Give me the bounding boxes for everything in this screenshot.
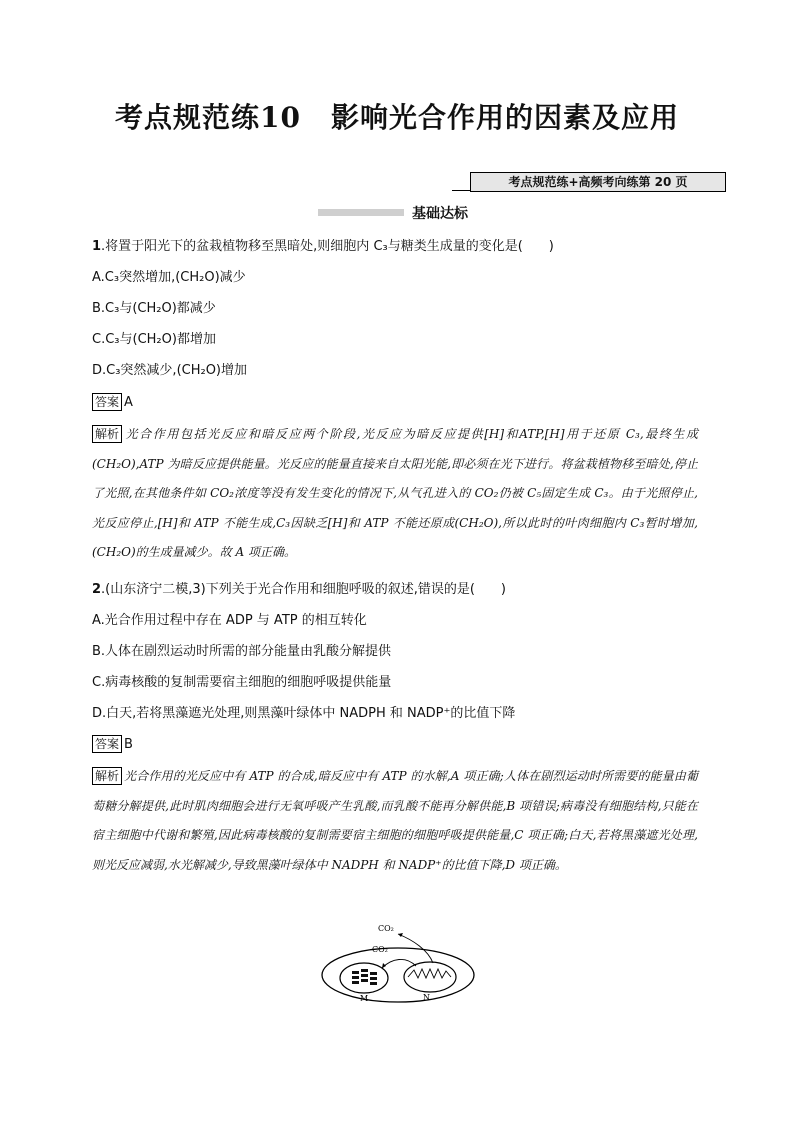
question-1-option-d: D.C₃突然减少,(CH₂O)增加 xyxy=(92,363,248,378)
title-part1: 考点规范练10 xyxy=(115,101,301,134)
page-reference-box: 考点规范练+高频考向练第 20 页 xyxy=(470,172,726,192)
analysis-text: 光合作用的光反应中有 ATP 的合成,暗反应中有 ATP 的水解,A 项正确;人体在剧烈运动时所需要的能量由葡萄糖分解提供,此时肌肉细胞会进行无氧呼吸产生乳酸,而乳酸不能再分解供能,B 项错误;病毒没有细胞结构,只能在宿主细胞中代谢和繁殖,因此病毒核酸的复制需要宿主细胞的细胞呼吸提供能量,C 项正确;白天,若将黑藻遮光处理,则光反应减弱,水光解减少,导致黑藻叶绿体中 NADPH 和 NADP⁺的比值下降,D 项正确。 xyxy=(92,769,698,872)
grana-stacks xyxy=(352,969,377,985)
cristae xyxy=(408,969,451,978)
label-m: M xyxy=(360,994,369,1003)
question-2-text: .(山东济宁二模,3)下列关于光合作用和细胞呼吸的叙述,错误的是( ) xyxy=(101,582,507,597)
question-1-text: .将置于阳光下的盆栽植物移至黑暗处,则细胞内 C₃与糖类生成量的变化是( ) xyxy=(101,239,554,254)
page-title xyxy=(0,96,794,136)
ref-underline xyxy=(452,190,470,191)
question-1-stem xyxy=(92,237,554,257)
question-1-option-b: B.C₃与(CH₂O)都减少 xyxy=(92,301,216,316)
title-part2: 影响光合作用的因素及应用 xyxy=(330,101,679,134)
section-label: 基础达标 xyxy=(412,206,468,222)
analysis-tag: 解析 xyxy=(92,425,122,443)
question-2-answer xyxy=(92,735,133,755)
answer-tag: 答案 xyxy=(92,393,122,411)
cell-outline xyxy=(322,948,474,1002)
question-1-number: 1 xyxy=(92,239,102,254)
outer-arrow-head xyxy=(398,933,403,937)
cell-diagram xyxy=(318,920,478,1005)
answer-value: B xyxy=(124,737,133,752)
question-2-option-b: B.人体在剧烈运动时所需的部分能量由乳酸分解提供 xyxy=(92,644,392,659)
co2-outer-label: CO₂ xyxy=(378,924,394,933)
question-2-number: 2 xyxy=(92,582,102,597)
mitochondrion-n xyxy=(404,962,456,992)
question-2-option-d: D.白天,若将黑藻遮光处理,则黑藻叶绿体中 NADPH 和 NADP⁺的比值下降 xyxy=(92,706,516,721)
question-2-analysis xyxy=(92,762,698,880)
question-2-option-a: A.光合作用过程中存在 ADP 与 ATP 的相互转化 xyxy=(92,613,367,628)
question-2-option-c: C.病毒核酸的复制需要宿主细胞的细胞呼吸提供能量 xyxy=(92,675,392,690)
question-1-answer xyxy=(92,393,133,413)
co2-inner-label: CO₂ xyxy=(372,945,388,954)
answer-value: A xyxy=(124,395,133,410)
analysis-text: 光合作用包括光反应和暗反应两个阶段,光反应为暗反应提供[H]和ATP,[H]用于还原 C₃,最终生成(CH₂O),ATP 为暗反应提供能量。光反应的能量直接来自太阳光能,即必须在光下进行。将盆栽植物移至暗处,停止了光照,在其他条件如 CO₂浓度等没有发生变化的情况下,从气孔进入的 CO₂仍被 C₅固定生成 C₃。由于光照停止,光反应停止,[H]和 ATP 不能生成,C₃因缺乏[H]和 ATP 不能还原成(CH₂O),所以此时的叶肉细胞内 C₃暂时增加,(CH₂O)的生成量减少。故 A 项正确。 xyxy=(92,427,698,559)
answer-tag: 答案 xyxy=(92,735,122,753)
analysis-tag: 解析 xyxy=(92,767,122,785)
chloroplast-m xyxy=(340,963,388,993)
inner-arrow-head xyxy=(382,963,386,968)
question-2-stem xyxy=(92,580,506,600)
label-n: N xyxy=(423,993,430,1002)
section-bar xyxy=(318,209,404,216)
question-1-option-a: A.C₃突然增加,(CH₂O)减少 xyxy=(92,270,246,285)
question-1-analysis xyxy=(92,420,698,568)
question-1-option-c: C.C₃与(CH₂O)都增加 xyxy=(92,332,216,347)
